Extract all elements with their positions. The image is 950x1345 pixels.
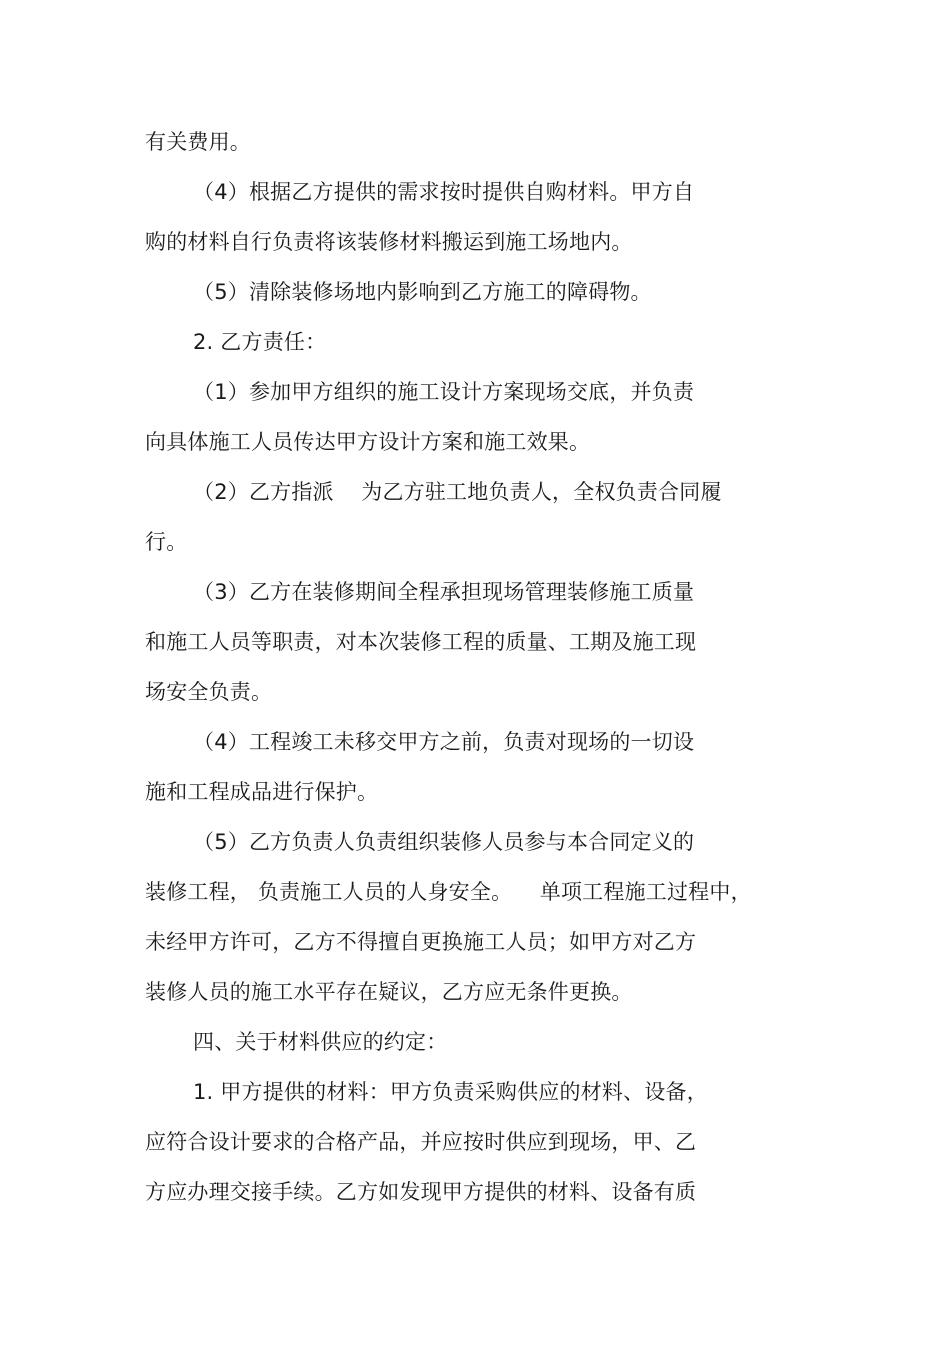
text-line: 和施工人员等职责，对本次装修工程的质量、工期及施工现	[145, 630, 697, 654]
text-line: （5）乙方负责人负责组织装修人员参与本合同定义的	[193, 830, 695, 854]
text-line: 装修人员的施工水平存在疑议，乙方应无条件更换。	[145, 980, 633, 1004]
text-line: 方应办理交接手续。乙方如发现甲方提供的材料、设备有质	[145, 1180, 697, 1204]
text-line: （3）乙方在装修期间全程承担现场管理装修施工质量	[193, 580, 695, 604]
text-line: （1）参加甲方组织的施工设计方案现场交底，并负责	[193, 380, 695, 404]
text-line: 场安全负责。	[145, 680, 273, 704]
text-line: （2）乙方指派 为乙方驻工地负责人，全权负责合同履	[193, 480, 722, 504]
text-line: 施和工程成品进行保护。	[145, 780, 379, 804]
text-line: 应符合设计要求的合格产品，并应按时供应到现场，甲、乙	[145, 1130, 697, 1154]
text-line: 装修工程， 负责施工人员的人身安全。 单项工程施工过程中，	[145, 880, 752, 904]
text-line: 行。	[145, 530, 188, 554]
text-line: （5）清除装修场地内影响到乙方施工的障碍物。	[193, 280, 652, 304]
text-line: 向具体施工人员传达甲方设计方案和施工效果。	[145, 430, 591, 454]
text-line: （4）根据乙方提供的需求按时提供自购材料。甲方自	[193, 180, 695, 204]
text-line: 未经甲方许可，乙方不得擅自更换施工人员；如甲方对乙方	[145, 930, 697, 954]
text-line: 有关费用。	[145, 130, 251, 154]
section-heading: 2. 乙方责任：	[193, 330, 327, 354]
text-line: （4）工程竣工未移交甲方之前，负责对现场的一切设	[193, 730, 695, 754]
text-line: 1. 甲方提供的材料：甲方负责采购供应的材料、设备，	[193, 1080, 708, 1104]
text-line: 购的材料自行负责将该装修材料搬运到施工场地内。	[145, 230, 633, 254]
section-heading: 四、关于材料供应的约定：	[193, 1030, 448, 1054]
